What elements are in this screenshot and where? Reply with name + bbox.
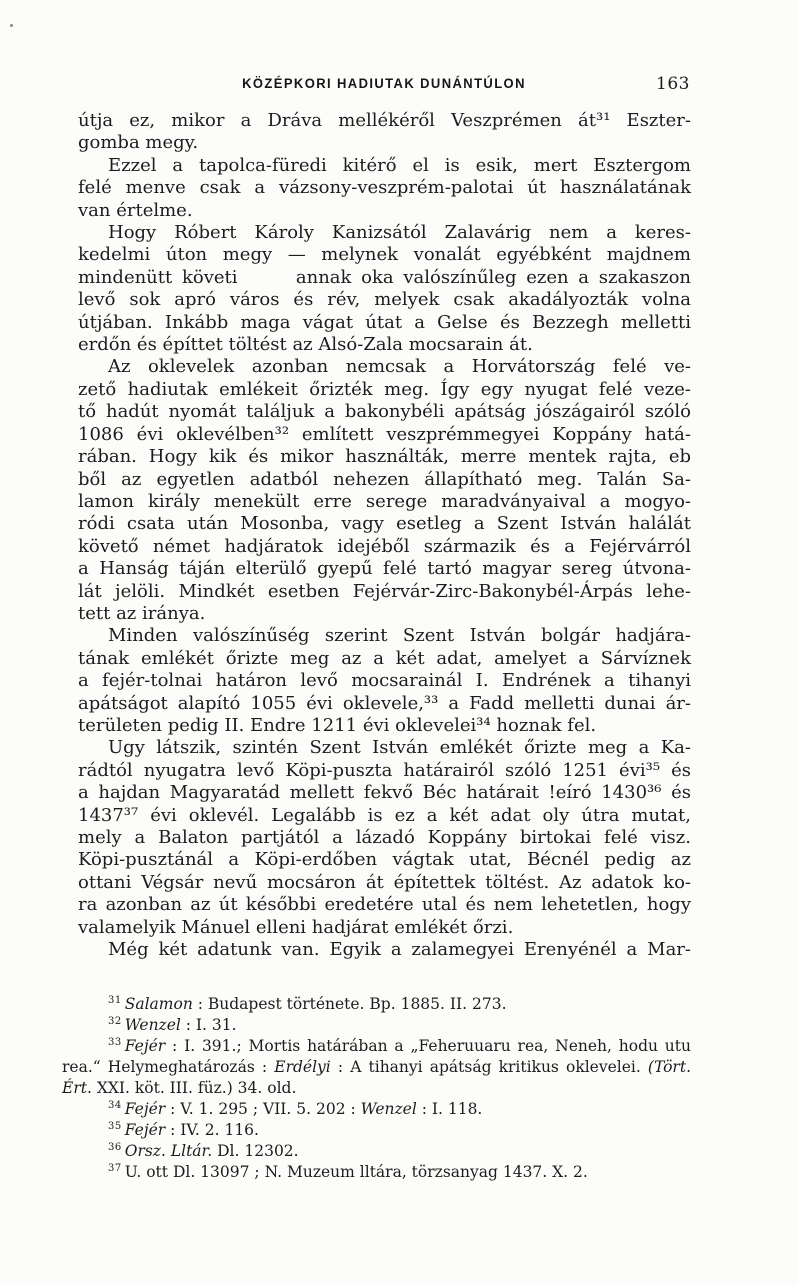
body-line: Köpi-pusztánál a Köpi-erdőben vágtak utat, Bécnél pedig az (78, 849, 691, 871)
body-line: lamon király menekült erre serege maradványaival a mogyo- (78, 490, 691, 512)
body-line: 1086 évi oklevélben³² említett veszprémmegyei Koppány hatá- (78, 423, 691, 445)
body-line: 1437³⁷ évi oklevél. Legalább is ez a két adat oly útra mutat, (78, 804, 691, 826)
footnote-line: $^{36}$ Orsz. Lltár. Dl. 12302. (108, 1141, 299, 1160)
body-line: Az oklevelek azonban nemcsak a Horvátország felé ve- (108, 356, 691, 378)
body-line: ródi csata után Mosonba, vagy esetleg a Szent István halálát (78, 513, 691, 535)
scan-artifact-dot (10, 24, 13, 27)
footnote-marker: 34 (108, 1099, 122, 1111)
body-line: valamelyik Mánuel elleni hadjárat emlékét őrzi. (78, 916, 514, 938)
body-line: követő német hadjáratok idejéből származik és a Fejérvárról (78, 535, 691, 557)
body-line: Még két adatunk van. Egyik a zalamegyei Erenyénél a Mar- (108, 939, 691, 961)
body-line: útja ez, mikor a Dráva mellékéről Veszprémen át³¹ Eszter- (78, 110, 691, 131)
body-line: mindenütt követi annak oka valószínűleg ezen a szakaszon (78, 266, 691, 288)
footnote-line: $^{31}$ Salamon : Budapest története. Bp. 1885. II. 273. (108, 994, 507, 1013)
body-line: levő sok apró város és rév, melyek csak akadályozták volna (78, 289, 691, 311)
footnote-marker: 37 (108, 1162, 122, 1174)
body-line: tának emlékét őrizte meg az a két adat, amelyet a Sárvíznek (78, 647, 691, 669)
footnote-marker: 33 (108, 1036, 122, 1048)
body-line: ottani Végsár nevű mocsáron át építettek töltést. Az adatok ko- (78, 871, 691, 893)
body-line: zető hadiutak emlékeit őrizték meg. Így egy nyugat felé veze- (78, 378, 691, 400)
body-text (78, 110, 691, 961)
body-line: rádtól nyugatra levő Köpi-puszta határairól szóló 1251 évi³⁵ és (78, 759, 691, 781)
body-line: ra azonban az út későbbi eredetére utal és nem lehetetlen, hogy (78, 894, 691, 916)
body-line: lát jelöli. Mindkét esetben Fejérvár-Zirc-Bakonybél-Árpás lehe- (78, 580, 691, 602)
body-line: van értelme. (78, 199, 193, 221)
body-line: apátságot alapító 1055 évi oklevele,³³ a Fadd melletti dunai ár- (78, 692, 691, 714)
body-line: tő hadút nyomát találjuk a bakonybéli apátság jószágairól szóló (78, 401, 691, 423)
body-line: rában. Hogy kik és mikor használták, merre mentek rajta, eb (78, 446, 691, 468)
footnote-line: $^{35}$ Fejér : IV. 2. 116. (108, 1120, 259, 1139)
body-line: területen pedig II. Endre 1211 évi oklevelei³⁴ hoznak fel. (78, 714, 597, 736)
footnote-line: $^{37}$ U. ott Dl. 13097 ; N. Muzeum lltára, törzsanyag 1437. X. 2. (108, 1162, 588, 1181)
footnote-marker: 35 (108, 1120, 122, 1132)
body-line: a Hanság táján elterülő gyepű felé tartó magyar sereg útvona- (78, 558, 691, 580)
body-line: Minden valószínűség szerint Szent István bolgár hadjára- (108, 625, 691, 647)
body-line: Ugy látszik, szintén Szent István emlékét őrizte meg a Ka- (108, 737, 691, 759)
footnotes (62, 994, 691, 1183)
footnote-line: $^{34}$ Fejér : V. 1. 295 ; VII. 5. 202 : Wenzel : I. 118. (108, 1099, 483, 1118)
body-line: gomba megy. (78, 132, 199, 154)
footnote-marker: 32 (108, 1015, 122, 1027)
footnote-marker: 36 (108, 1141, 122, 1153)
footnote-line: Ért. XXI. köt. III. füz.) 34. old. (62, 1079, 297, 1097)
footnote-line: $^{32}$ Wenzel : I. 31. (108, 1015, 237, 1034)
footnote-marker: 31 (108, 994, 122, 1006)
footnote-line: rea.“ Helymeghatározás : Erdélyi : A tihanyi apátság kritikus oklevelei. (Tört. (62, 1058, 692, 1076)
body-line: a hajdan Magyaratád mellett fekvő Béc határait !eíró 1430³⁶ és (78, 782, 691, 804)
body-line: kedelmi úton megy — melynek vonalát egyébként majdnem (78, 244, 691, 266)
body-line: útjában. Inkább maga vágat útat a Gelse és Bezzegh melletti (78, 311, 691, 333)
body-line: erdőn és építtet töltést az Alsó-Zala mocsarain át. (78, 334, 533, 356)
running-title: KÖZÉPKORI HADIUTAK DUNÁNTÚLON (242, 75, 526, 92)
body-line: Ezzel a tapolca-füredi kitérő el is esik, mert Esztergom (108, 154, 691, 176)
page-header (78, 76, 690, 98)
body-line: tett az iránya. (78, 602, 206, 624)
body-line: felé menve csak a vázsony-veszprém-palotai út használatának (78, 177, 691, 199)
body-line: a fejér-tolnai határon levő mocsarainál I. Endrének a tihanyi (78, 670, 691, 692)
body-line: mely a Balaton partjától a lázadó Koppány birtokai felé visz. (78, 827, 691, 848)
body-line: ből az egyetlen adatból nehezen állapítható meg. Talán Sa- (78, 468, 691, 490)
page-number: 163 (656, 74, 690, 94)
footnote-line: $^{33}$ Fejér : I. 391.; Mortis határában a „Feheruuaru rea, Neneh, hodu utu (108, 1036, 691, 1055)
body-line: Hogy Róbert Károly Kanizsától Zalavárig nem a keres- (108, 222, 691, 244)
